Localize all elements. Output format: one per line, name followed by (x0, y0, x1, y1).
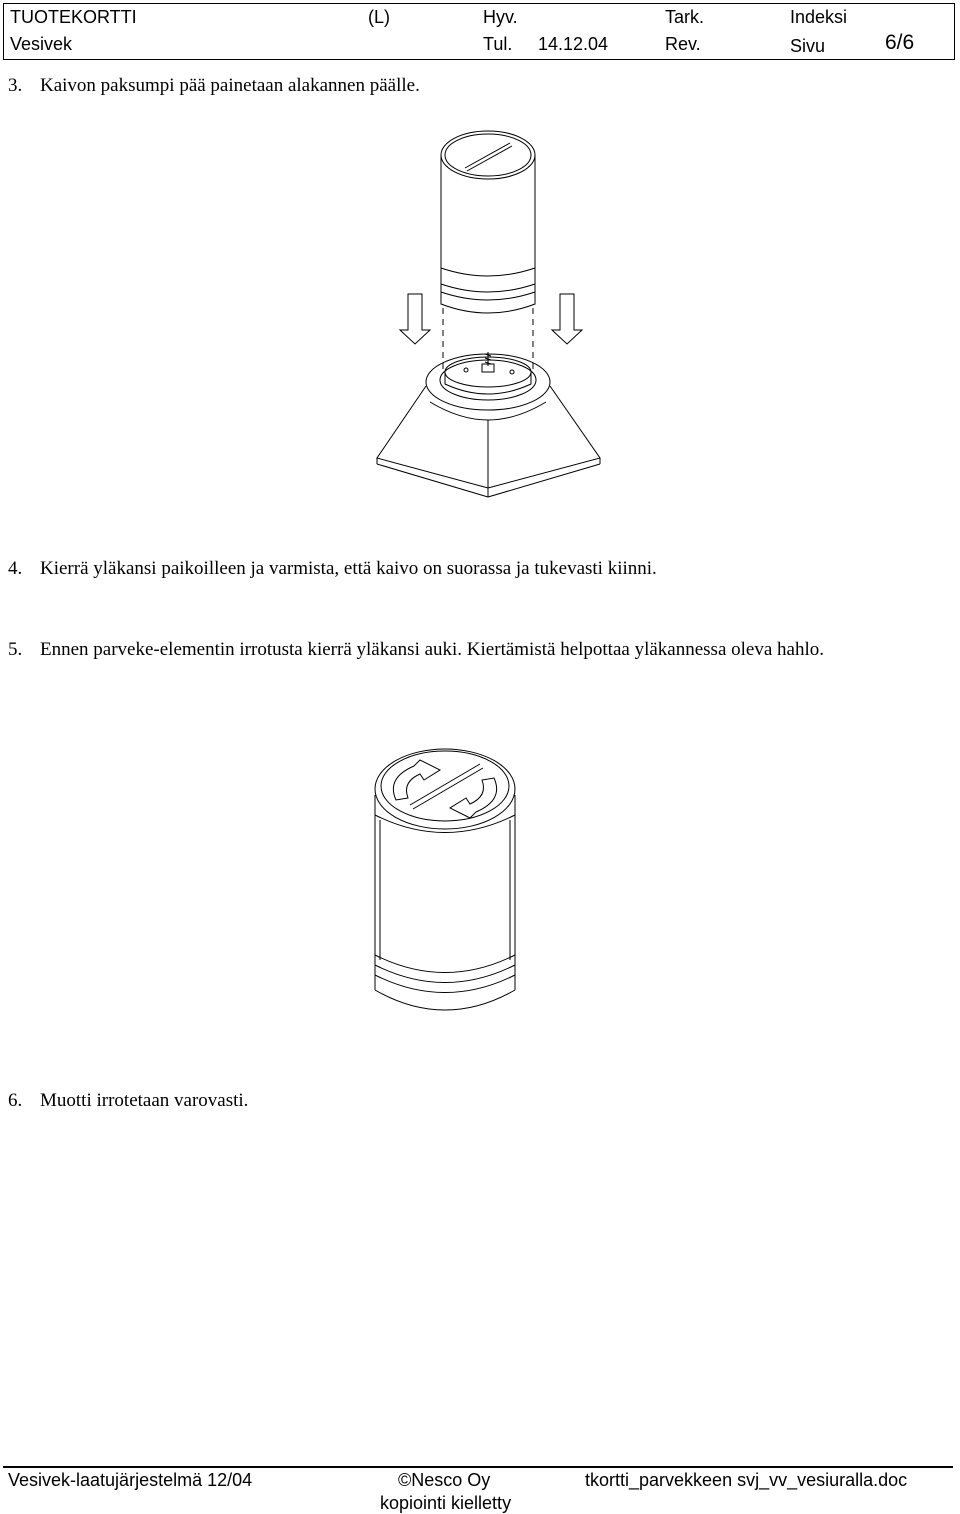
footer-copyright: ©Nesco Oy (398, 1470, 491, 1490)
step-number: 5. (8, 639, 23, 660)
header-checked-label: Tark. (665, 7, 705, 27)
step-text: Muotti irrotetaan varovasti. (40, 1090, 249, 1111)
header-approved-label: Hyv. (483, 7, 518, 27)
header-product: Vesivek (10, 34, 73, 54)
footer-copy-note: kopiointi kielletty (380, 1493, 512, 1513)
footer-system: Vesivek-laatujärjestelmä 12/04 (8, 1470, 253, 1490)
footer-rule (3, 1466, 953, 1468)
header-date: 14.12.04 (538, 34, 609, 54)
header-issued-label: Tul. (483, 34, 513, 54)
step-number: 4. (8, 558, 23, 579)
header-revision-label: Rev. (665, 34, 701, 54)
header-lang: (L) (368, 7, 390, 27)
step-number: 3. (8, 75, 23, 96)
header-title: TUOTEKORTTI (10, 7, 137, 27)
step-text: Ennen parveke-elementin irrotusta kierrä yläkansi auki. Kiertämistä helpottaa yläkannessa oleva hahlo. (40, 639, 824, 660)
step-number: 6. (8, 1090, 23, 1111)
step-text: Kaivon paksumpi pää painetaan alakannen päälle. (40, 75, 420, 96)
step-text: Kierrä yläkansi paikoilleen ja varmista, että kaivo on suorassa ja tukevasti kiinni. (40, 558, 657, 579)
header-index-label: Indeksi (790, 7, 848, 27)
header-page-number: 6/6 (885, 31, 915, 54)
header-page-label: Sivu (790, 36, 826, 56)
footer-filename: tkortti_parvekkeen svj_vv_vesiuralla.doc (585, 1470, 908, 1490)
